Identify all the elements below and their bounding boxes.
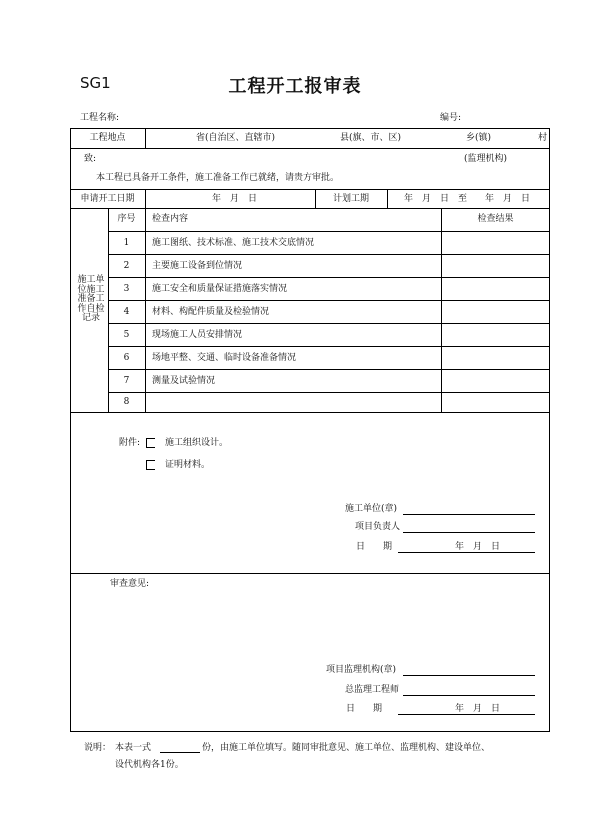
copies-blank-line[interactable] — [160, 752, 200, 753]
col-result-header: 检查结果 — [477, 214, 514, 224]
row-number: 1 — [123, 238, 130, 248]
review-engineer-line[interactable] — [403, 695, 535, 696]
project-name-label: 工程名称: — [80, 113, 120, 123]
contractor-manager-label: 项目负责人 — [355, 522, 401, 532]
row-content: 现场施工人员安排情况 — [152, 330, 243, 340]
attachment-checkbox[interactable] — [146, 438, 155, 448]
contractor-manager-line[interactable] — [403, 532, 535, 533]
attachments-label: 附件: — [119, 438, 141, 448]
review-org-line[interactable] — [403, 675, 535, 676]
location-province: 省(自治区、直辖市) — [196, 133, 276, 143]
apply-date-value: 年 月 日 — [212, 194, 258, 204]
footer-note-c: 设代机构各1份。 — [115, 760, 184, 770]
footer-note-label: 说明： — [84, 743, 112, 753]
review-label: 审查意见: — [110, 579, 150, 589]
row-content: 主要施工设备到位情况 — [152, 261, 243, 271]
contractor-date-label: 日 期 — [356, 542, 393, 552]
attachment-item: 证明材料。 — [165, 460, 211, 470]
plan-period-value: 年 月 日 至 年 月 日 — [404, 194, 531, 204]
footer-note-b: 份，由施工单位填写。随同审批意见、施工单位、监理机构、建设单位、 — [202, 743, 491, 753]
attachment-checkbox[interactable] — [146, 460, 155, 470]
contractor-unit-line[interactable] — [403, 514, 535, 515]
number-label: 编号: — [440, 113, 462, 123]
address-to: 致: — [84, 154, 97, 164]
row-content: 施工安全和质量保证措施落实情况 — [152, 284, 288, 294]
location-village: 村 — [538, 133, 548, 143]
row-number: 3 — [123, 284, 130, 294]
contractor-unit-label: 施工单位(章) — [345, 504, 398, 514]
row-number: 8 — [123, 397, 130, 407]
row-content: 施工图纸、技术标准、施工技术交底情况 — [152, 238, 315, 248]
review-date-label: 日 期 — [346, 704, 383, 714]
review-engineer-label: 总监理工程师 — [345, 685, 400, 695]
location-town: 乡(镇) — [466, 133, 492, 143]
checklist-side-label: 施工单位施工准备工作自检记录 — [77, 275, 105, 323]
row-content: 测量及试验情况 — [152, 376, 216, 386]
location-county: 县(旗、市、区) — [340, 133, 402, 143]
col-content-header: 检查内容 — [152, 214, 189, 224]
row-number: 6 — [123, 353, 130, 363]
row-number: 5 — [123, 330, 130, 340]
contractor-date-value: 年 月 日 — [455, 542, 501, 552]
form-code: SG1 — [80, 74, 111, 92]
attachment-item: 施工组织设计。 — [165, 438, 229, 448]
plan-period-label: 计划工期 — [332, 194, 369, 204]
apply-date-label: 申请开工日期 — [80, 194, 135, 204]
row-content: 材料、构配件质量及检验情况 — [152, 307, 270, 317]
row-content: 场地平整、交通、临时设备准备情况 — [152, 353, 297, 363]
row-number: 2 — [123, 261, 130, 271]
footer-note-a: 本表一式 — [115, 743, 152, 753]
review-date-value: 年 月 日 — [455, 704, 501, 714]
form-title: 工程开工报审表 — [228, 76, 362, 97]
row-number: 7 — [123, 376, 130, 386]
review-org-label: 项目监理机构(章) — [326, 665, 397, 675]
statement-text: 本工程已具备开工条件，施工准备工作已就绪，请贵方审批。 — [96, 173, 340, 183]
supervisor-label: (监理机构) — [464, 154, 508, 164]
location-label: 工程地点 — [89, 133, 126, 143]
col-no-header: 序号 — [117, 214, 136, 224]
row-number: 4 — [123, 307, 130, 317]
